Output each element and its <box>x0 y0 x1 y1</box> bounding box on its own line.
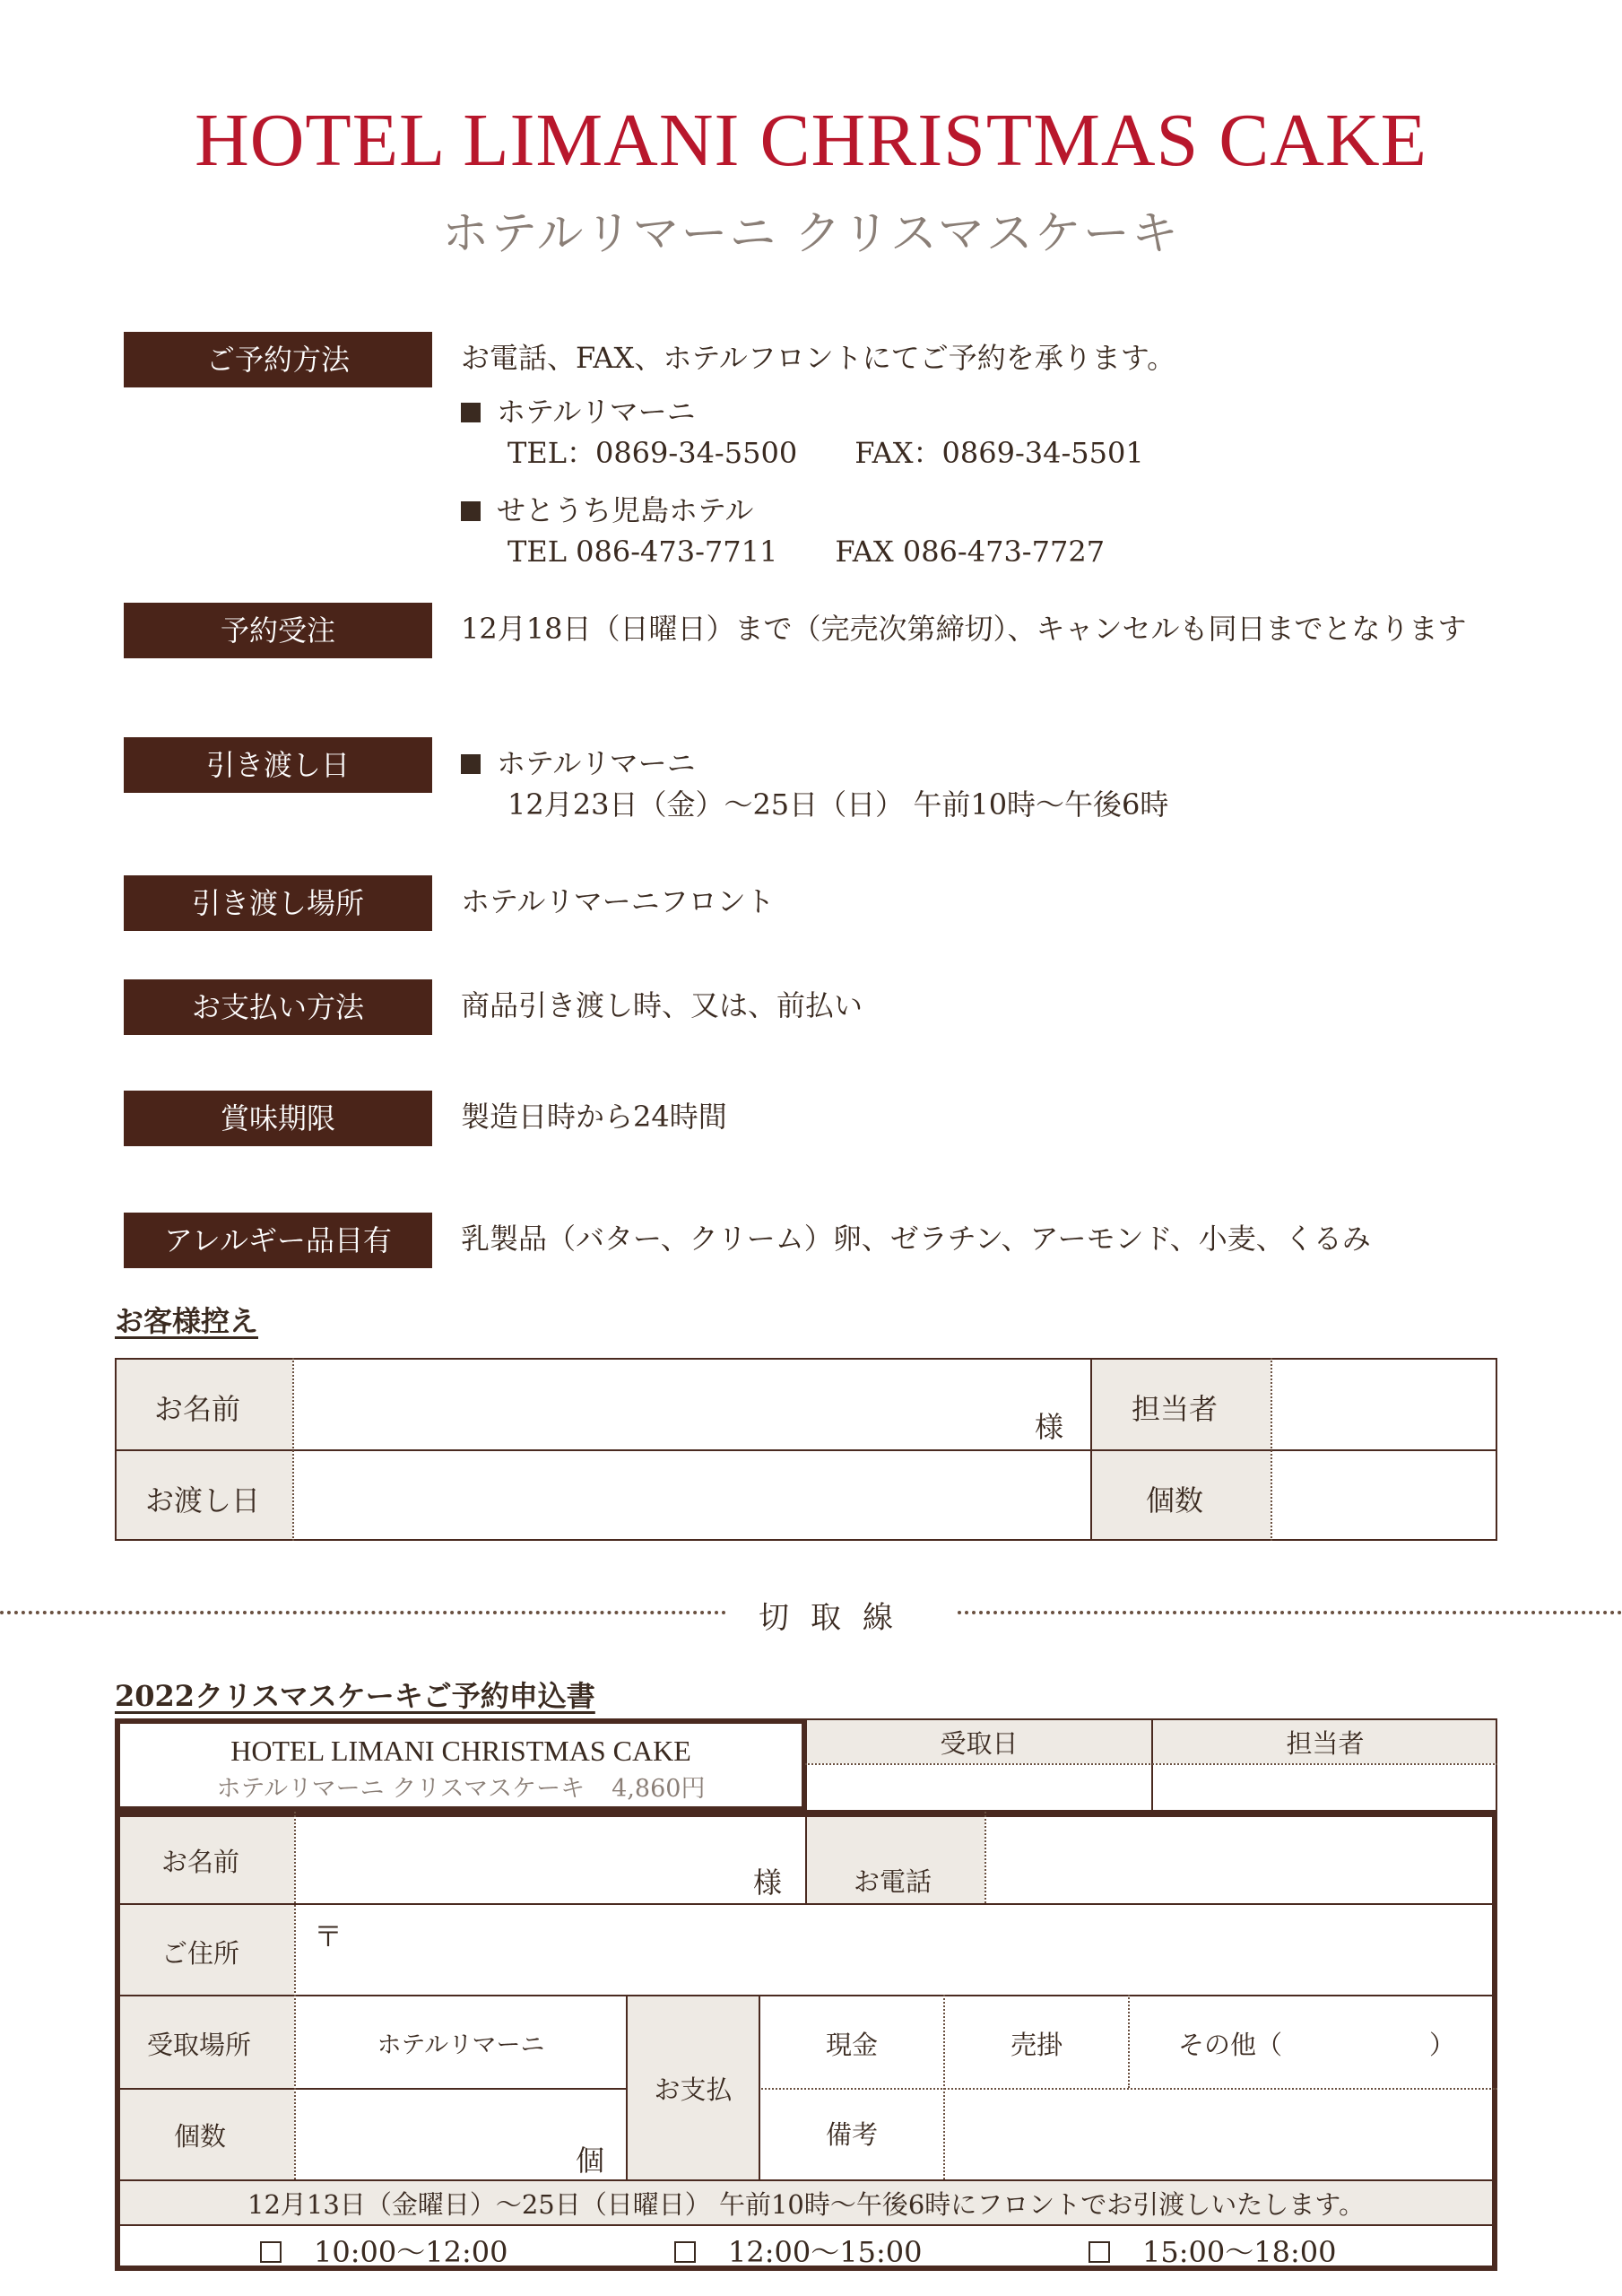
cc-qty-field[interactable] <box>1274 1453 1494 1537</box>
square-bullet-icon <box>461 501 481 521</box>
time-slot-2[interactable] <box>674 2230 922 2271</box>
delivery-hotel: ホテルリマーニ <box>497 746 696 780</box>
order-deadline-text: 12月18日（日曜日）まで（完売次第締切）、キャンセルも同日までとなります <box>461 612 1467 646</box>
checkbox-icon[interactable] <box>1089 2241 1110 2263</box>
label-payment-method: お支払い方法 <box>124 979 432 1035</box>
hotel2-name: せとうち児島ホテル <box>497 493 754 527</box>
cc-staff-label: 担当者 <box>1132 1392 1219 1426</box>
cutline-label: 切取線 <box>759 1600 915 1636</box>
allergy-text: 乳製品（バター、クリーム）卵、ゼラチン、アーモンド、小麦、くるみ <box>461 1222 1371 1256</box>
pickup-place-label: 受取場所 <box>147 2030 252 2060</box>
product-price: 4,860円 <box>612 1775 706 1803</box>
label-delivery-date: 引き渡し日 <box>124 737 432 793</box>
product-name-en: HOTEL LIMANI CHRISTMAS CAKE <box>230 1735 691 1767</box>
postal-mark-icon: 〒 <box>314 1919 343 1953</box>
pickup-place-value: ホテルリマーニ <box>377 2031 545 2059</box>
hotel2-fax: FAX 086-473-7727 <box>835 535 1106 569</box>
of-phone-field[interactable] <box>988 1817 1492 1900</box>
delivery-date-text: 12月23日（金）～25日（日） 午前10時～午後6時 <box>507 787 1169 822</box>
checkbox-icon[interactable] <box>260 2241 282 2263</box>
delivery-place-text: ホテルリマーニフロント <box>461 884 775 918</box>
label-order-deadline: 予約受注 <box>124 603 432 658</box>
hotel2-tel: TEL 086-473-7711 <box>507 535 778 569</box>
cc-sama: 様 <box>1035 1410 1064 1444</box>
payment-cash-option[interactable]: 現金 <box>825 2030 878 2060</box>
hotel1-tel: TEL：0869-34-5500 <box>507 436 798 470</box>
time-slot-3-label: 15:00～18:00 <box>1142 2235 1337 2269</box>
of-payment-label: お支払 <box>654 2074 733 2105</box>
of-phone-label: お電話 <box>854 1866 932 1897</box>
label-delivery-place: 引き渡し場所 <box>124 875 432 931</box>
receipt-date-field[interactable] <box>809 1767 1149 1808</box>
of-staff-label: 担当者 <box>1286 1728 1365 1759</box>
of-name-field[interactable] <box>298 1817 802 1900</box>
reservation-method-text: お電話、FAX、ホテルフロントにてご予約を承ります。 <box>461 341 1176 375</box>
cc-name-field[interactable] <box>296 1361 1085 1446</box>
time-slot-1-label: 10:00～12:00 <box>314 2235 508 2269</box>
cutline-right <box>958 1611 1622 1614</box>
expiry-text: 製造日時から24時間 <box>461 1100 727 1134</box>
title-english: HOTEL LIMANI CHRISTMAS CAKE <box>195 99 1427 182</box>
cc-date-field[interactable] <box>296 1453 1085 1537</box>
cutline-left <box>0 1611 726 1614</box>
order-form-heading: 2022クリスマスケーキご予約申込書 <box>115 1679 595 1713</box>
time-slot-3[interactable] <box>1089 2230 1336 2271</box>
checkbox-icon[interactable] <box>674 2241 696 2263</box>
of-qty-label: 個数 <box>174 2121 227 2152</box>
square-bullet-icon <box>461 754 481 774</box>
of-name-label: お名前 <box>161 1847 240 1877</box>
of-address-label: ご住所 <box>161 1938 240 1969</box>
payment-other-option[interactable]: その他（ <box>1178 2030 1283 2060</box>
of-address-field[interactable] <box>298 1909 1492 1991</box>
payment-method-text: 商品引き渡し時、又は、前払い <box>461 988 863 1022</box>
of-qty-field[interactable] <box>298 2092 622 2176</box>
customer-copy-heading: お客様控え <box>115 1304 259 1338</box>
remarks-field[interactable] <box>947 2092 1492 2176</box>
time-slot-1[interactable] <box>260 2230 507 2271</box>
label-allergy: アレルギー品目有 <box>124 1213 432 1268</box>
payment-other-close: ） <box>1429 2030 1456 2060</box>
label-expiry: 賞味期限 <box>124 1091 432 1146</box>
hotel1-name: ホテルリマーニ <box>497 395 696 429</box>
delivery-date-block <box>461 743 1168 825</box>
square-bullet-icon <box>461 403 481 422</box>
label-reservation-method: ご予約方法 <box>124 332 432 387</box>
receipt-date-label: 受取日 <box>940 1728 1019 1759</box>
product-line-jp <box>122 1769 800 1804</box>
of-qty-unit: 個 <box>576 2144 605 2178</box>
of-staff-field[interactable] <box>1155 1767 1494 1808</box>
pickup-notice: 12月13日（金曜日）～25日（日曜日） 午前10時～午後6時にフロントでお引渡しいたします。 <box>247 2189 1365 2220</box>
cc-qty-label: 個数 <box>1146 1483 1204 1518</box>
product-name-jp: ホテルリマーニ クリスマスケーキ <box>216 1775 585 1803</box>
of-sama: 様 <box>753 1866 783 1900</box>
cc-name-label: お名前 <box>154 1392 241 1426</box>
hotel2-block <box>461 490 1105 572</box>
hotel1-fax: FAX：0869-34-5501 <box>854 436 1144 470</box>
payment-credit-option[interactable]: 売掛 <box>1010 2030 1063 2060</box>
cc-staff-field[interactable] <box>1274 1361 1494 1446</box>
title-japanese: ホテルリマーニ クリスマスケーキ <box>442 207 1180 261</box>
hotel1-block <box>461 391 1144 474</box>
cc-date-label: お渡し日 <box>145 1483 261 1518</box>
time-slot-2-label: 12:00～15:00 <box>728 2235 923 2269</box>
remarks-label: 備考 <box>825 2119 878 2150</box>
